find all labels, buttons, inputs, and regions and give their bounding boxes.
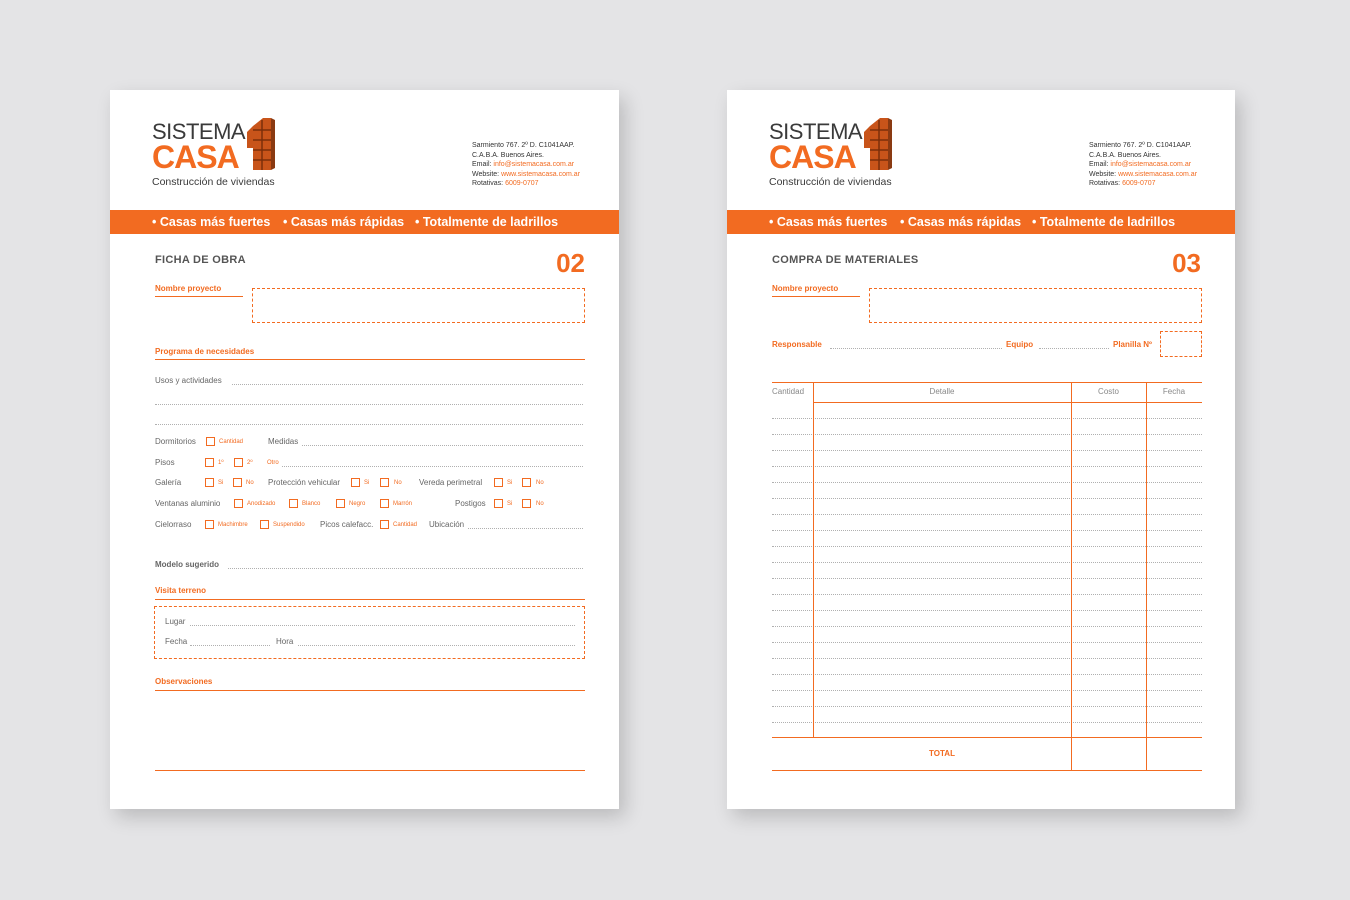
table-row-line[interactable] — [772, 434, 1202, 435]
equipo-line[interactable] — [1039, 348, 1109, 349]
logo-subtitle: Construcción de viviendas — [769, 176, 892, 188]
otro-label: Otro — [267, 460, 279, 466]
email-link[interactable]: info@sistemacasa.com.ar — [493, 161, 575, 168]
divider — [155, 296, 243, 297]
fecha-line[interactable] — [190, 645, 270, 646]
contact-block — [472, 141, 580, 189]
form-number: 03 — [1172, 248, 1201, 278]
picos-checkbox[interactable] — [380, 520, 389, 529]
usos-label: Usos y actividades — [155, 376, 222, 385]
logo-word-sistema: SISTEMA — [769, 119, 863, 144]
website-label: Website: — [472, 170, 502, 178]
col-cantidad-header: Cantidad — [772, 387, 805, 396]
galeria-no-label: No — [246, 480, 254, 486]
machimbre-label: Machimbre — [218, 522, 248, 528]
slogan-band — [110, 210, 619, 234]
logo-word-casa: CASA — [152, 139, 239, 175]
programa-label: Programa de necesidades — [155, 347, 255, 356]
contact-block — [1089, 141, 1197, 189]
table-row-line[interactable] — [772, 450, 1202, 451]
visita-box — [154, 606, 585, 659]
col-detalle-header: Detalle — [929, 387, 955, 396]
nombre-proyecto-label: Nombre proyecto — [772, 284, 839, 293]
pisos-label: Pisos — [155, 458, 175, 467]
website-label: Website: — [1089, 170, 1119, 178]
hora-label: Hora — [276, 637, 294, 646]
pisos-1-label: 1º — [218, 460, 224, 466]
city-line: C.A.B.A. Buenos Aires. — [1089, 151, 1161, 159]
table-row-line[interactable] — [772, 642, 1202, 643]
slogan-3: • Totalmente de ladrillos — [1032, 215, 1176, 229]
slogan-2: • Casas más rápidas — [283, 215, 405, 229]
form-sheet-compra-de-materiales — [727, 90, 1235, 809]
website-link[interactable]: www.sistemacasa.com.ar — [1118, 170, 1198, 178]
table-row-line[interactable] — [772, 610, 1202, 611]
vereda-si-checkbox[interactable] — [494, 478, 503, 487]
phone-label: Rotativas: — [1089, 180, 1123, 187]
address-line: Sarmiento 767. 2º D. C1041AAP. — [1089, 142, 1192, 149]
suspendido-label: Suspendido — [273, 522, 305, 528]
table-row-line[interactable] — [772, 578, 1202, 579]
dormitorios-checkbox[interactable] — [206, 437, 215, 446]
postigos-si-checkbox[interactable] — [494, 499, 503, 508]
hora-line[interactable] — [298, 645, 575, 646]
proteccion-no-label: No — [394, 480, 402, 486]
negro-checkbox[interactable] — [336, 499, 345, 508]
anodizado-label: Anodizado — [247, 501, 276, 507]
modelo-label: Modelo sugerido — [155, 560, 219, 569]
form-title: FICHA DE OBRA — [155, 254, 246, 266]
col-costo-header: Costo — [1098, 387, 1119, 396]
divider — [155, 690, 585, 691]
responsable-line[interactable] — [830, 348, 1002, 349]
table-row-line[interactable] — [772, 722, 1202, 723]
planilla-field[interactable] — [1160, 331, 1202, 357]
website-link[interactable]: www.sistemacasa.com.ar — [501, 170, 581, 178]
machimbre-checkbox[interactable] — [205, 520, 214, 529]
logo-word-sistema: SISTEMA — [152, 119, 246, 144]
picos-label: Picos calefacc. — [320, 520, 374, 529]
suspendido-checkbox[interactable] — [260, 520, 269, 529]
divider — [772, 296, 860, 297]
otro-line[interactable] — [282, 466, 583, 467]
pisos-2-checkbox[interactable] — [234, 458, 243, 467]
divider — [155, 359, 585, 360]
table-row-line[interactable] — [772, 482, 1202, 483]
table-row-line[interactable] — [772, 498, 1202, 499]
ubicacion-label: Ubicación — [429, 520, 465, 529]
total-label: TOTAL — [929, 749, 955, 758]
form-title: COMPRA DE MATERIALES — [772, 254, 919, 266]
email-link[interactable]: info@sistemacasa.com.ar — [1110, 161, 1192, 168]
planilla-label: Planilla Nº — [1113, 340, 1152, 349]
slogan-1: • Casas más fuertes — [769, 215, 888, 229]
cantidad-label: Cantidad — [219, 439, 244, 445]
table-row-line[interactable] — [772, 690, 1202, 691]
ventanas-label: Ventanas aluminio — [155, 499, 221, 508]
email-label: Email: — [1089, 161, 1111, 168]
bottom-rule — [772, 770, 1202, 771]
usos-line[interactable] — [155, 424, 583, 425]
table-row-line[interactable] — [772, 514, 1202, 515]
fecha-label: Fecha — [165, 637, 188, 646]
anodizado-checkbox[interactable] — [234, 499, 243, 508]
logo-word-casa: CASA — [769, 139, 856, 175]
pisos-2-label: 2º — [247, 460, 253, 466]
blanco-checkbox[interactable] — [289, 499, 298, 508]
brand-logo — [152, 118, 292, 188]
vereda-no-label: No — [536, 480, 544, 486]
logo-subtitle: Construcción de viviendas — [152, 176, 275, 188]
phone-number: 6009-0707 — [505, 180, 539, 187]
brand-logo — [769, 118, 909, 188]
email-label: Email: — [472, 161, 494, 168]
table-row-line[interactable] — [772, 674, 1202, 675]
col-divider — [813, 382, 814, 737]
form-sheet-ficha-de-obra — [110, 90, 619, 809]
table-row-line[interactable] — [772, 466, 1202, 467]
vereda-label: Vereda perimetral — [419, 478, 483, 487]
equipo-label: Equipo — [1006, 340, 1034, 349]
bottom-rule — [155, 770, 585, 771]
medidas-line[interactable] — [302, 445, 583, 446]
form-number: 02 — [556, 248, 585, 278]
lugar-line[interactable] — [190, 625, 575, 626]
nombre-proyecto-field[interactable] — [869, 288, 1202, 323]
proteccion-no-checkbox[interactable] — [380, 478, 389, 487]
marron-label: Marrón — [393, 501, 413, 507]
proteccion-si-checkbox[interactable] — [351, 478, 360, 487]
medidas-label: Medidas — [268, 437, 299, 446]
picos-cantidad-label: Cantidad — [393, 522, 418, 528]
marron-checkbox[interactable] — [380, 499, 389, 508]
vereda-no-checkbox[interactable] — [522, 478, 531, 487]
table-row-line[interactable] — [772, 530, 1202, 531]
proteccion-label: Protección vehicular — [268, 478, 341, 487]
table-row-line[interactable] — [772, 658, 1202, 659]
postigos-no-label: No — [536, 501, 544, 507]
proteccion-si-label: Si — [364, 480, 370, 486]
cielorraso-label: Cielorraso — [155, 520, 192, 529]
table-row-line[interactable] — [772, 546, 1202, 547]
brick-one-icon — [245, 118, 277, 170]
table-row-line[interactable] — [772, 418, 1202, 419]
observaciones-label: Observaciones — [155, 677, 213, 686]
galeria-si-label: Si — [218, 480, 224, 486]
nombre-proyecto-field[interactable] — [252, 288, 585, 323]
header-rule — [813, 402, 1202, 403]
dormitorios-label: Dormitorios — [155, 437, 196, 446]
nombre-proyecto-label: Nombre proyecto — [155, 284, 222, 293]
ubicacion-line[interactable] — [468, 528, 583, 529]
slogan-3: • Totalmente de ladrillos — [415, 215, 559, 229]
phone-number: 6009-0707 — [1122, 180, 1156, 187]
slogan-2: • Casas más rápidas — [900, 215, 1022, 229]
postigos-no-checkbox[interactable] — [522, 499, 531, 508]
usos-line[interactable] — [155, 404, 583, 405]
city-line: C.A.B.A. Buenos Aires. — [472, 151, 544, 159]
divider — [155, 599, 585, 600]
table-row-line[interactable] — [772, 626, 1202, 627]
brick-one-icon — [862, 118, 894, 170]
responsable-label: Responsable — [772, 340, 822, 349]
phone-label: Rotativas: — [472, 180, 506, 187]
usos-line[interactable] — [232, 384, 583, 385]
galeria-no-checkbox[interactable] — [233, 478, 242, 487]
col-divider — [1146, 382, 1147, 770]
galeria-si-checkbox[interactable] — [205, 478, 214, 487]
col-divider — [1071, 382, 1072, 770]
table-row-line[interactable] — [772, 706, 1202, 707]
pisos-1-checkbox[interactable] — [205, 458, 214, 467]
col-fecha-header: Fecha — [1162, 387, 1186, 396]
slogan-band — [727, 210, 1235, 234]
table-row-line[interactable] — [772, 562, 1202, 563]
table-top-rule — [772, 382, 1202, 383]
blanco-label: Blanco — [302, 501, 321, 507]
table-row-line[interactable] — [772, 594, 1202, 595]
slogan-1: • Casas más fuertes — [152, 215, 271, 229]
modelo-line[interactable] — [228, 568, 583, 569]
postigos-label: Postigos — [455, 499, 486, 508]
total-rule — [772, 737, 1202, 738]
negro-label: Negro — [349, 501, 366, 507]
visita-label: Visita terreno — [155, 586, 206, 595]
lugar-label: Lugar — [165, 617, 186, 626]
galeria-label: Galería — [155, 478, 182, 487]
address-line: Sarmiento 767. 2º D. C1041AAP. — [472, 142, 575, 149]
postigos-si-label: Si — [507, 501, 513, 507]
vereda-si-label: Si — [507, 480, 513, 486]
